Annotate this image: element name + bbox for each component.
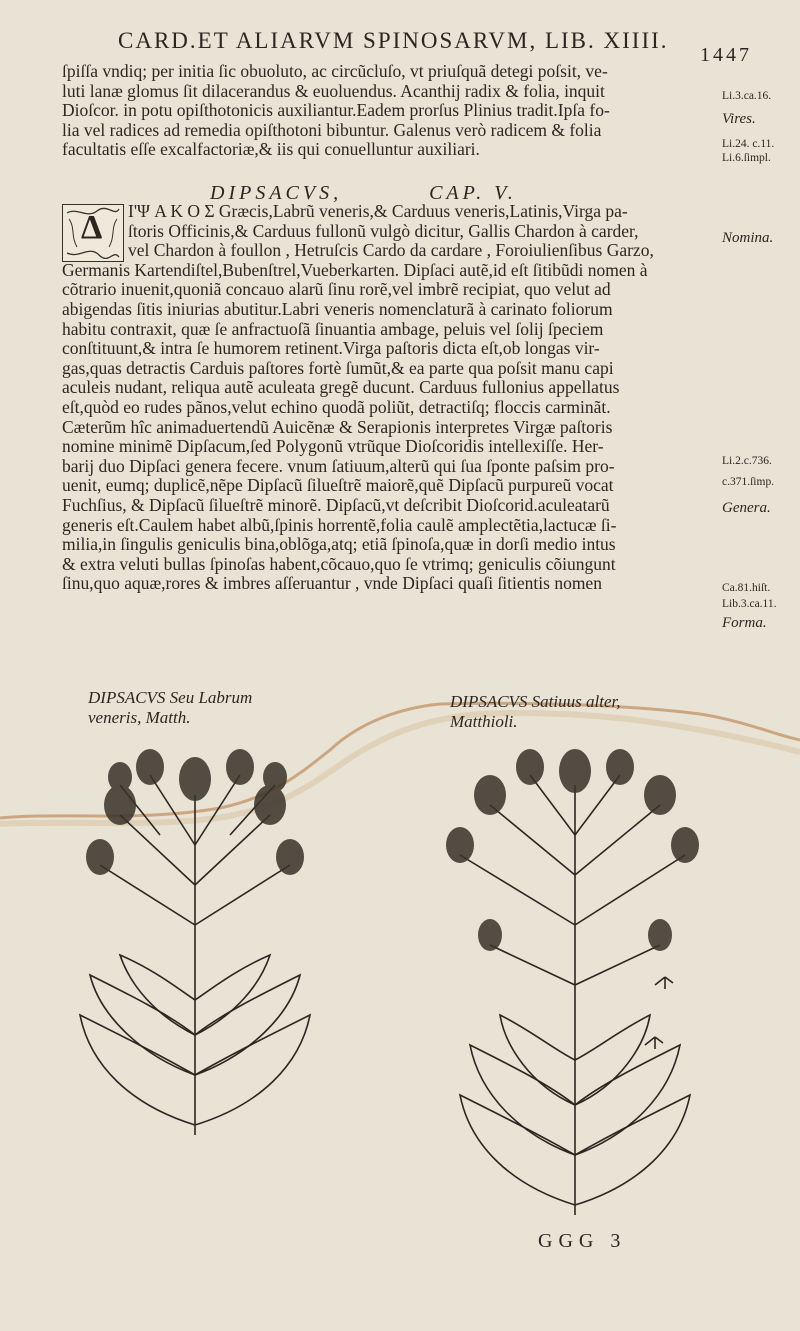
margin-note: Genera. bbox=[722, 500, 771, 516]
margin-note: Vires. bbox=[722, 111, 756, 127]
text-line: cõtrario inuenit,quoniã concauo alarũ ſinu rorẽ,vel imbrẽ recipiat, quo velut ad bbox=[62, 279, 611, 300]
text-line: nomine minimẽ Dipſacum,ſed Polygonũ vtrũque Dioſcoridis intellexiſſe. Her- bbox=[62, 436, 604, 457]
text-line: uenit, eumq; duplicẽ,nẽpe Dipſacũ ſilueſtrẽ maiorẽ,quẽ Dipſacũ purpureũ vocat bbox=[62, 475, 614, 496]
text-line: ſtoris Officinis,& Carduus fullonũ vulgò dicitur, Gallis Chardon à carder, bbox=[128, 220, 639, 241]
margin-note: c.371.ſimp. bbox=[722, 476, 775, 488]
initial-letter: Δ bbox=[81, 209, 103, 246]
teasel-woodcut-right bbox=[430, 745, 720, 1215]
text-line: I'Ψ A K O Σ Græcis,Labrũ veneris,& Carduus veneris,Latinis,Virga pa- bbox=[128, 201, 628, 221]
chapter-paragraph bbox=[62, 202, 712, 594]
text-line: abigendas ſitis iniurias abutitur.Labri veneris nomenclaturã à carinato foliorum bbox=[62, 298, 613, 319]
text-line: conſtituunt,& intra ſe humorem retinent.Virga paſtoris dicta eſt,ob longas vir- bbox=[62, 338, 600, 359]
text-line: habitu contraxit, quæ ſe anfractuoſã ſinuantia ambage, peluis vel ſolij ſpeciem bbox=[62, 318, 604, 339]
text-line: lia vel radices ad remedia opiſthotoni bibuntur. Galenus verò radicem & folia bbox=[62, 119, 602, 140]
teasel-woodcut-left bbox=[60, 735, 330, 1135]
page-number: 1447 bbox=[700, 44, 752, 66]
margin-note: Forma. bbox=[722, 615, 767, 631]
text-line: ſinu,quo aquæ,rores & imbres aſſeruantur , vnde Dipſaci quaſi ſitientis nomen bbox=[62, 573, 602, 594]
text-line: Cæterũm hîc animaduertendũ Auicẽnæ & Serapionis interpretes Virgæ paſtoris bbox=[62, 416, 613, 437]
text-line: Dioſcor. in potu opiſthotonicis auxiliantur.Eadem prorſus Plinius tradit.Ipſa fo- bbox=[62, 100, 610, 120]
margin-note: Ca.81.hiſt. bbox=[722, 582, 771, 594]
margin-note: Li.24. c.11. bbox=[722, 138, 775, 150]
text-line: eſt,quòd eo rudes pãnos,velut echino quodã poliũt, detractiſq; floccis carminãt. bbox=[62, 396, 611, 417]
text-line: luti lanæ glomus ſit dilacerandus & euoluendus. Acanthij radix & folia, inquit bbox=[62, 80, 605, 101]
margin-note: Li.6.ſimpl. bbox=[722, 152, 771, 164]
text-line: milia,in ſingulis geniculis bina,oblõga,atq; etiã ſpinoſa,quæ in dorſi medio intus bbox=[62, 534, 616, 555]
paragraph-continuation bbox=[62, 62, 712, 160]
text-line: gas,quas detractis Carduis paſtores fortè ſumũt,& ea parte qua poſsit manu capi bbox=[62, 357, 614, 378]
figure-caption-right: DIPSACVS Satiuus alter, Matthioli. bbox=[450, 692, 621, 731]
text-line: vel Chardon à foullon , Hetruſcis Cardo da cardare , Foroiulienſibus Garzo, bbox=[128, 240, 654, 261]
margin-note: Nomina. bbox=[722, 230, 774, 246]
text-line: ſpiſſa vndiq; per initia ſic obuoluto, ac circũcluſo, vt priuſquã detegi poſsit, ve- bbox=[62, 61, 608, 81]
text-line: generis eſt.Caulem habet albũ,ſpinis horrentẽ,folia caulẽ amplectẽtia,lactucæ ſi- bbox=[62, 514, 617, 535]
margin-note: Li.3.ca.16. bbox=[722, 90, 772, 102]
margin-note: Li.2.c.736. bbox=[722, 455, 772, 467]
text-line: facultatis eſſe excalfactoriæ,& iis qui conuelluntur auxiliari. bbox=[62, 139, 480, 159]
chapter-number: CAP. V. bbox=[429, 182, 517, 204]
text-line: barij duo Dipſaci genera fecere. vnum ſatiuum,alterũ qui ſua ſponte paſsim pro- bbox=[62, 455, 615, 476]
text-line: aculeis nudant, reliqua autẽ aculeata gregẽ ducunt. Carduus fullonius appellatus bbox=[62, 377, 620, 398]
text-line: Germanis Kartendiſtel,Bubenſtrel,Vueberkarten. Dipſaci autẽ,id eſt ſitibũdi nomen à bbox=[62, 259, 648, 280]
text-line: & extra veluti bullas ſpinoſas habent,cõcauo,quo ſe vtrimq; geniculis cõiungunt bbox=[62, 553, 616, 574]
running-title: CARD.ET ALIARVM SPINOSARVM, LIB. XIIII. bbox=[118, 28, 669, 53]
text-line: Fuchſius, & Dipſacũ ſilueſtrẽ minorẽ. Dipſacũ,vt deſcribit Dioſcorid.aculeatarũ bbox=[62, 494, 610, 515]
chapter-name: DIPSACVS, bbox=[210, 182, 343, 204]
figure-caption-left: DIPSACVS Seu Labrum veneris, Matth. bbox=[88, 688, 253, 727]
margin-note: Lib.3.ca.11. bbox=[722, 598, 777, 610]
signature-mark: GGG 3 bbox=[538, 1230, 627, 1252]
